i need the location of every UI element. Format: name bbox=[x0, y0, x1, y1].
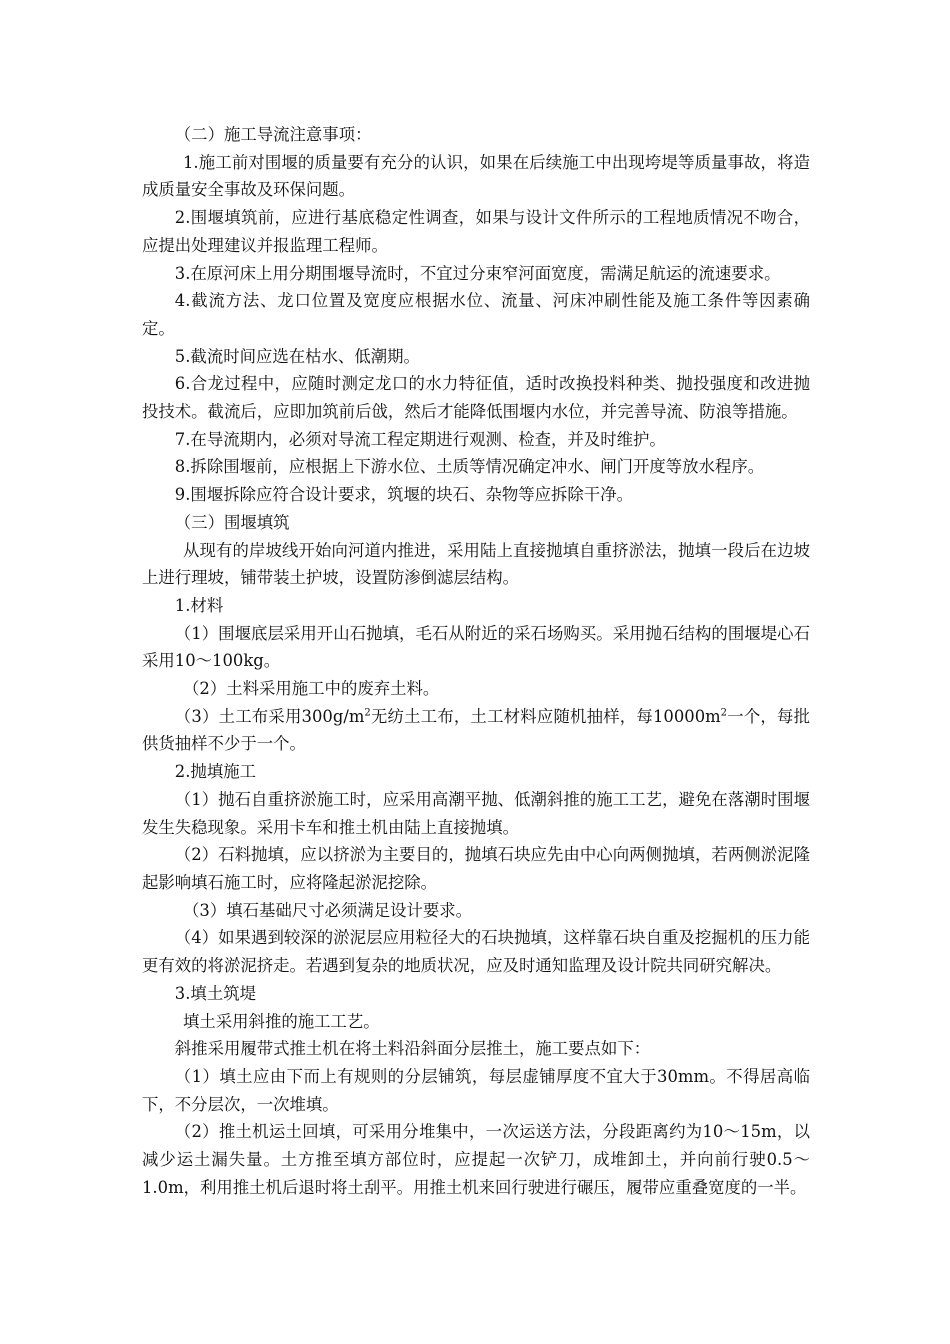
paragraph-embankment-1: （1）填土应由下而上有规则的分层铺筑，每层虚铺厚度不宜大于30mm。不得居高临下，不分层次，一次堆填。 bbox=[142, 1066, 810, 1114]
paragraph-item-5: 5.截流时间应选在枯水、低潮期。 bbox=[174, 346, 420, 366]
paragraph-embankment-2: （2）推土机运土回填，可采用分堆集中，一次运送方法，分段距离约为10～15m，以减少运土漏失量。土方推至填方部位时，应提起一次铲刀，成堆卸土，并向前行驶0.5～1.0m，利用推土机后退时将土刮平。用推土机来回行驶进行碾压，履带应重叠宽度的一半。 bbox=[142, 1122, 810, 1197]
material-3-part-c: 一个，每批供货抽样不少于一个。 bbox=[142, 706, 810, 754]
superscript: 2 bbox=[364, 707, 371, 719]
paragraph-embankment-points: 斜推采用履带式推土机在将土料沿斜面分层推土，施工要点如下： bbox=[174, 1039, 651, 1059]
paragraph-material-2: （2）土料采用施工中的废弃土料。 bbox=[183, 679, 440, 699]
superscript: 2 bbox=[720, 707, 728, 719]
paragraph-item-2: 2.围堰填筑前，应进行基底稳定性调查，如果与设计文件所示的工程地质情况不吻合，应提出处理建议并报监理工程师。 bbox=[142, 208, 810, 255]
paragraph-intro: 从现有的岸坡线开始向河道内推进，采用陆上直接抛填自重挤淤法，抛填一段后在边坡上进行理坡，铺带装土护坡，设置防渗倒滤层结构。 bbox=[142, 540, 810, 588]
material-3-part-b: 无纺土工布，土工材料应随机抽样，每10000m bbox=[370, 706, 721, 726]
subheading-embankment: 3.填土筑堤 bbox=[174, 983, 256, 1003]
paragraph-fill-2: （2）石料抛填，应以挤淤为主要目的，抛填石块应先由中心向两侧抛填，若两侧淤泥隆起影响填石施工时，应将隆起淤泥挖除。 bbox=[142, 845, 810, 892]
material-3-part-a: （3）土工布采用300g/m bbox=[174, 706, 365, 726]
paragraph-fill-3: （3）填石基础尺寸必须满足设计要求。 bbox=[183, 900, 473, 920]
paragraph-fill-1: （1）抛石自重挤淤施工时，应采用高潮平抛、低潮斜推的施工工艺，避免在落潮时围堰发生失稳现象。采用卡车和推土机由陆上直接抛填。 bbox=[142, 789, 810, 837]
paragraph-item-8: 8.拆除围堰前，应根据上下游水位、土质等情况确定冲水、闸门开度等放水程序。 bbox=[174, 457, 765, 477]
section-heading-3: （三）围堰填筑 bbox=[174, 512, 290, 532]
paragraph-fill-4: （4）如果遇到较深的淤泥层应用粒径大的石块抛填，这样靠石块自重及挖掘机的压力能更有效的将淤泥挤走。若遇到复杂的地质状况，应及时通知监理及设计院共同研究解决。 bbox=[142, 928, 810, 976]
document-body bbox=[142, 121, 810, 1201]
paragraph-item-4: 4.截流方法、龙口位置及宽度应根据水位、流量、河床冲刷性能及施工条件等因素确定。 bbox=[142, 291, 810, 338]
paragraph-item-6: 6.合龙过程中，应随时测定龙口的水力特征值，适时改换投料种类、抛投强度和改进抛投技术。截流后，应即加筑前后戗，然后才能降低围堰内水位，并完善导流、防浪等措施。 bbox=[142, 374, 810, 422]
section-heading-2: （二）施工导流注意事项： bbox=[174, 125, 372, 144]
paragraph-item-1: 1.施工前对围堰的质量要有充分的认识，如果在后续施工中出现垮堤等质量事故，将造成质量安全事故及环保问题。 bbox=[142, 152, 810, 200]
paragraph-item-3: 3.在原河床上用分期围堰导流时，不宜过分束窄河面宽度，需满足航运的流速要求。 bbox=[174, 263, 781, 283]
paragraph-embankment-intro: 填土采用斜推的施工工艺。 bbox=[183, 1011, 380, 1031]
paragraph-material-3 bbox=[142, 703, 810, 758]
paragraph-item-7: 7.在导流期内，必须对导流工程定期进行观测、检查，并及时维护。 bbox=[174, 429, 666, 449]
paragraph-material-1: （1）围堰底层采用开山石抛填，毛石从附近的采石场购买。采用抛石结构的围堰堤心石采用10～100kg。 bbox=[142, 623, 810, 671]
subheading-fill-construction: 2.抛填施工 bbox=[174, 762, 256, 782]
subheading-materials: 1.材料 bbox=[174, 595, 224, 615]
paragraph-item-9: 9.围堰拆除应符合设计要求，筑堰的块石、杂物等应拆除干净。 bbox=[174, 485, 633, 505]
